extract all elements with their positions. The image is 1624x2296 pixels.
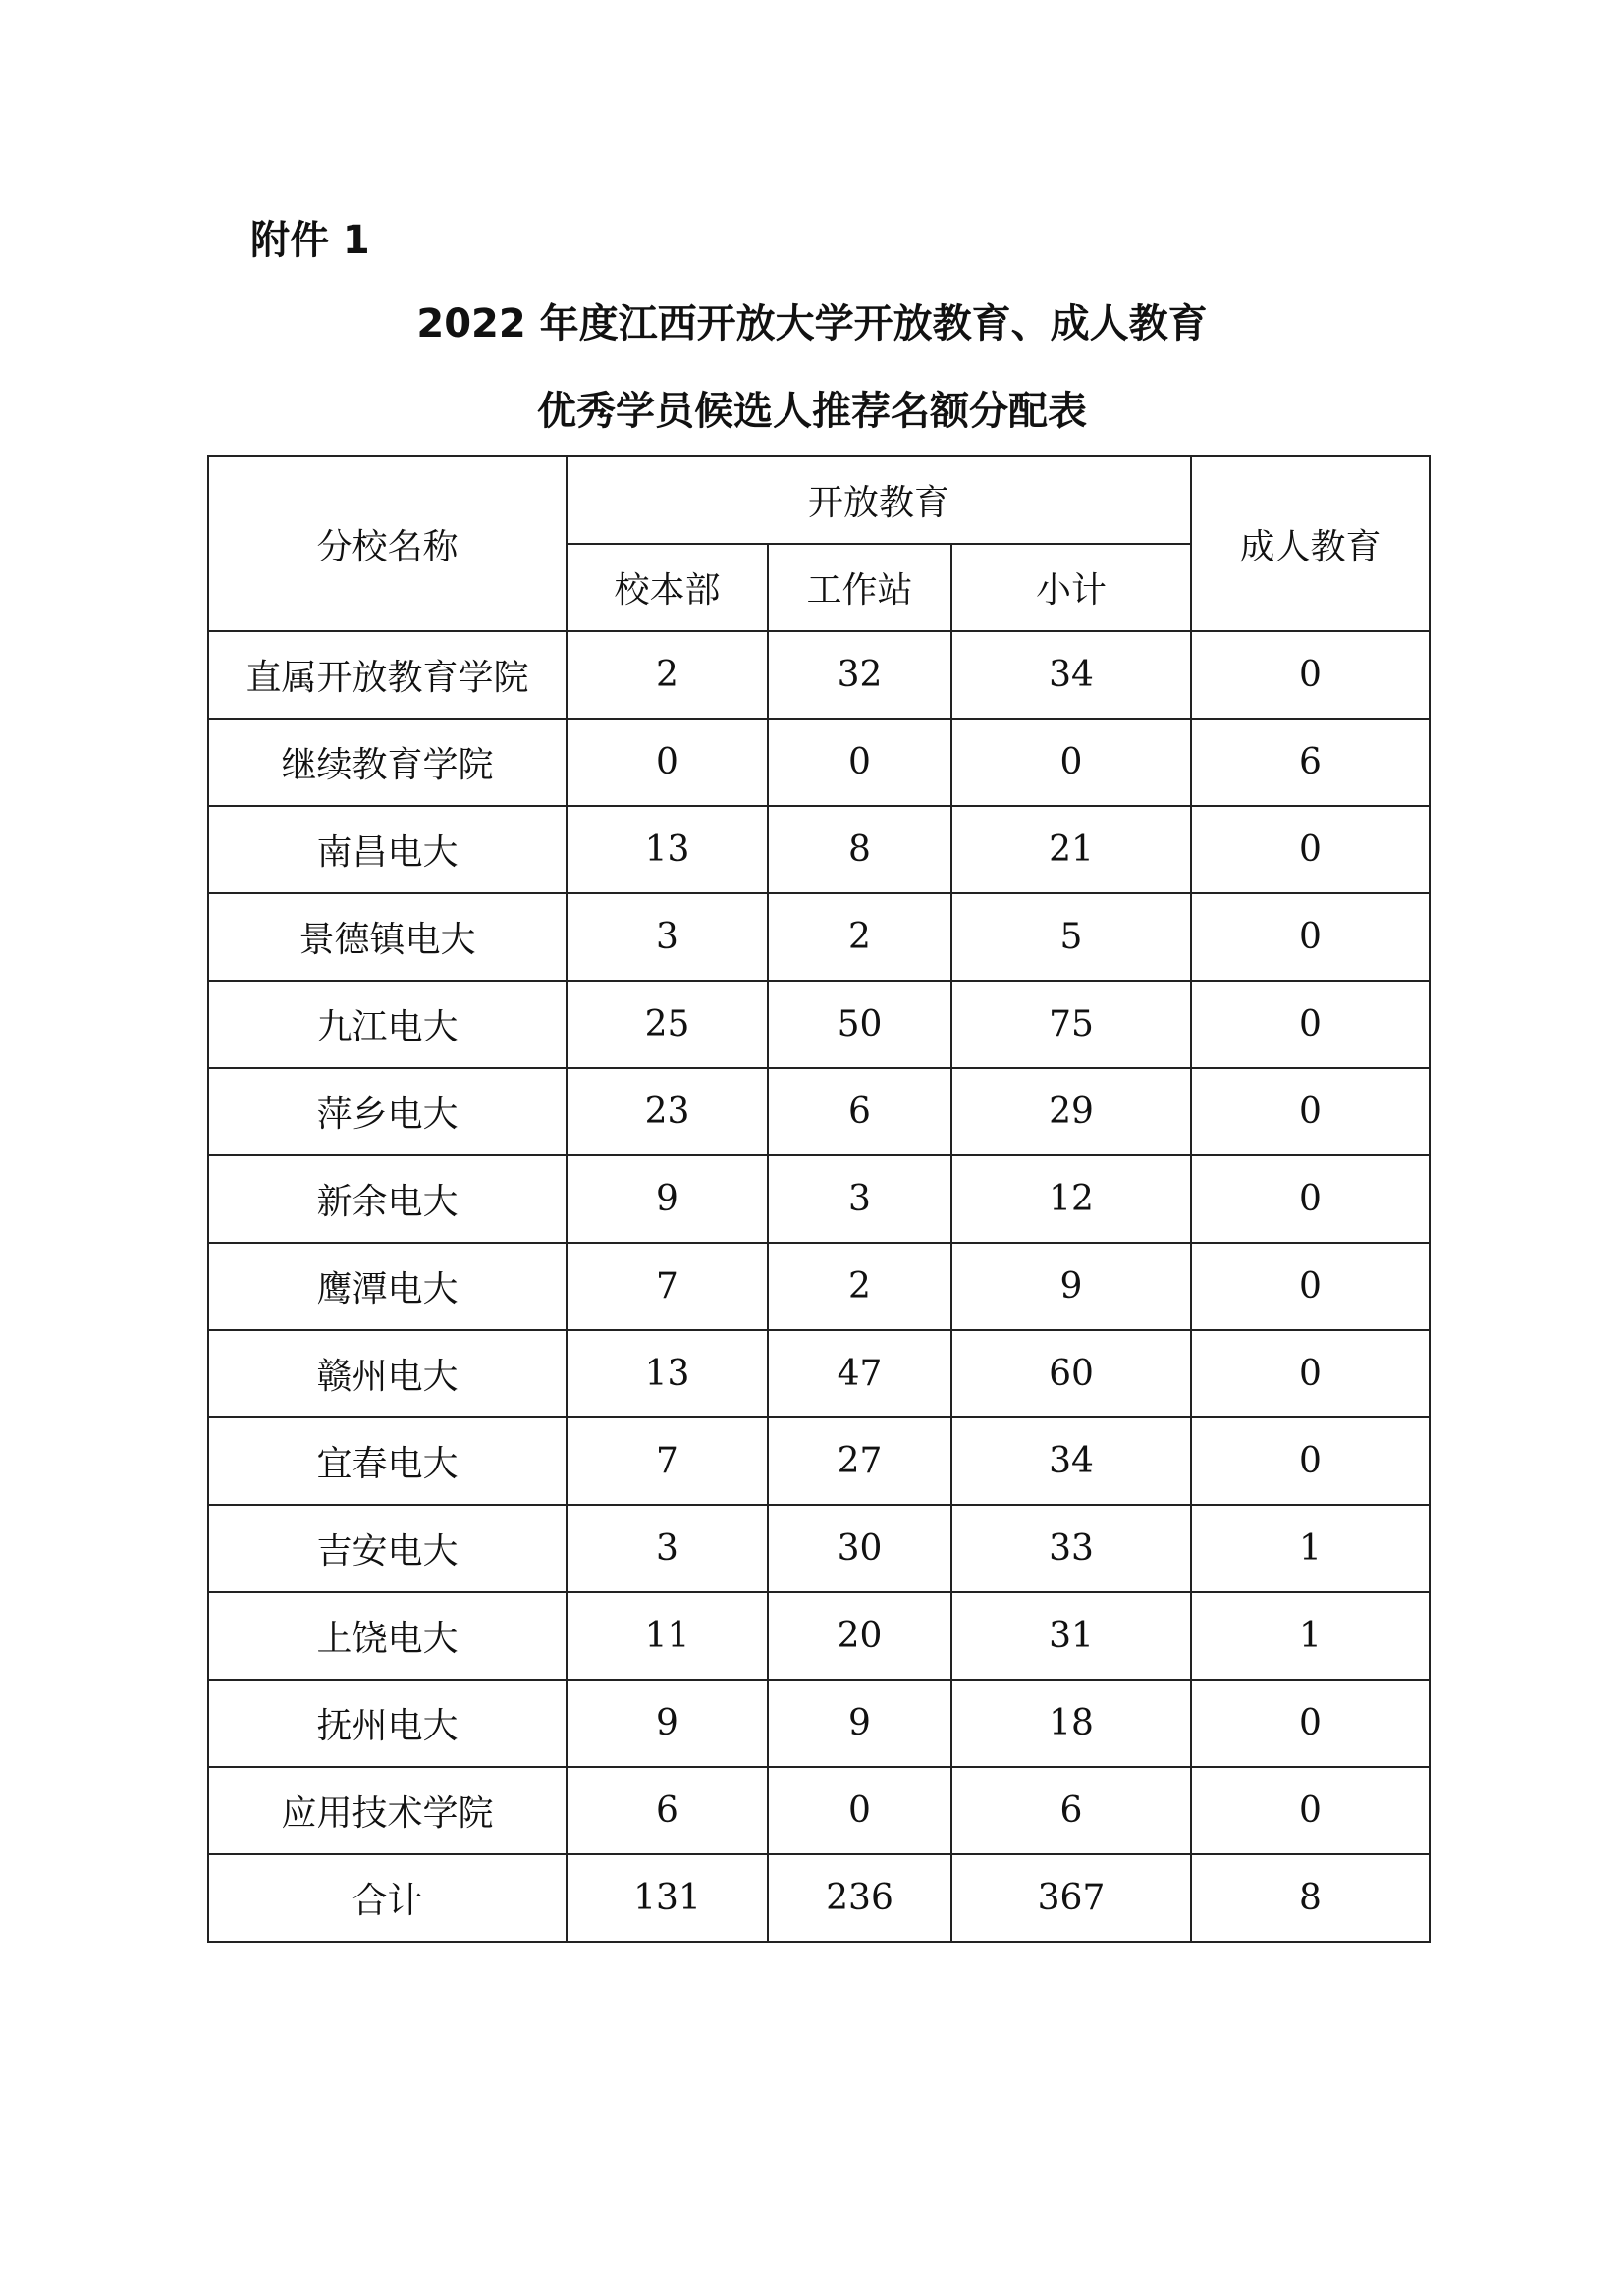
cell-adult-education: 1 bbox=[1191, 1505, 1430, 1592]
cell-subtotal: 6 bbox=[951, 1767, 1191, 1854]
cell-main-campus: 0 bbox=[567, 719, 768, 806]
cell-branch-name: 鹰潭电大 bbox=[208, 1243, 567, 1330]
cell-workstation: 30 bbox=[768, 1505, 951, 1592]
cell-main-campus: 3 bbox=[567, 1505, 768, 1592]
cell-branch-name: 宜春电大 bbox=[208, 1417, 567, 1505]
cell-branch-name: 九江电大 bbox=[208, 981, 567, 1068]
cell-workstation: 3 bbox=[768, 1155, 951, 1243]
cell-workstation: 32 bbox=[768, 631, 951, 719]
cell-branch-name: 新余电大 bbox=[208, 1155, 567, 1243]
table-row bbox=[208, 1680, 1430, 1767]
cell-adult-education: 0 bbox=[1191, 1417, 1430, 1505]
cell-adult-education: 0 bbox=[1191, 1680, 1430, 1767]
cell-adult-education: 6 bbox=[1191, 719, 1430, 806]
cell-main-campus: 25 bbox=[567, 981, 768, 1068]
cell-total-label: 合计 bbox=[208, 1854, 567, 1942]
cell-main-campus: 13 bbox=[567, 806, 768, 893]
cell-main-campus: 11 bbox=[567, 1592, 768, 1680]
cell-workstation: 8 bbox=[768, 806, 951, 893]
cell-workstation: 0 bbox=[768, 1767, 951, 1854]
header-main-campus: 校本部 bbox=[567, 544, 768, 631]
cell-total-workstation: 236 bbox=[768, 1854, 951, 1942]
table-row bbox=[208, 893, 1430, 981]
cell-subtotal: 60 bbox=[951, 1330, 1191, 1417]
table-row bbox=[208, 1505, 1430, 1592]
cell-main-campus: 2 bbox=[567, 631, 768, 719]
cell-total-main-campus: 131 bbox=[567, 1854, 768, 1942]
cell-branch-name: 继续教育学院 bbox=[208, 719, 567, 806]
table-row bbox=[208, 1330, 1430, 1417]
cell-workstation: 0 bbox=[768, 719, 951, 806]
document-title-line-2: 优秀学员候选人推荐名额分配表 bbox=[537, 389, 1087, 434]
cell-workstation: 27 bbox=[768, 1417, 951, 1505]
cell-adult-education: 0 bbox=[1191, 1767, 1430, 1854]
cell-workstation: 2 bbox=[768, 893, 951, 981]
cell-adult-education: 0 bbox=[1191, 1068, 1430, 1155]
cell-subtotal: 0 bbox=[951, 719, 1191, 806]
cell-adult-education: 0 bbox=[1191, 893, 1430, 981]
cell-branch-name: 吉安电大 bbox=[208, 1505, 567, 1592]
document-title-line-1: 2022 年度江西开放大学开放教育、成人教育 bbox=[416, 301, 1208, 347]
table-total-row bbox=[208, 1854, 1430, 1942]
cell-main-campus: 7 bbox=[567, 1417, 768, 1505]
cell-workstation: 9 bbox=[768, 1680, 951, 1767]
cell-adult-education: 1 bbox=[1191, 1592, 1430, 1680]
cell-adult-education: 0 bbox=[1191, 1330, 1430, 1417]
cell-total-adult-education: 8 bbox=[1191, 1854, 1430, 1942]
cell-branch-name: 萍乡电大 bbox=[208, 1068, 567, 1155]
table-row bbox=[208, 1767, 1430, 1854]
attachment-label: 附件 1 bbox=[250, 218, 370, 263]
cell-subtotal: 75 bbox=[951, 981, 1191, 1068]
cell-subtotal: 31 bbox=[951, 1592, 1191, 1680]
table-row bbox=[208, 1243, 1430, 1330]
cell-workstation: 47 bbox=[768, 1330, 951, 1417]
table-row bbox=[208, 1068, 1430, 1155]
cell-main-campus: 9 bbox=[567, 1155, 768, 1243]
cell-adult-education: 0 bbox=[1191, 806, 1430, 893]
cell-branch-name: 抚州电大 bbox=[208, 1680, 567, 1767]
header-adult-education: 成人教育 bbox=[1191, 456, 1430, 631]
table-row bbox=[208, 719, 1430, 806]
cell-branch-name: 南昌电大 bbox=[208, 806, 567, 893]
cell-branch-name: 景德镇电大 bbox=[208, 893, 567, 981]
cell-subtotal: 34 bbox=[951, 631, 1191, 719]
cell-main-campus: 9 bbox=[567, 1680, 768, 1767]
header-workstation: 工作站 bbox=[768, 544, 951, 631]
cell-subtotal: 9 bbox=[951, 1243, 1191, 1330]
cell-subtotal: 34 bbox=[951, 1417, 1191, 1505]
cell-subtotal: 33 bbox=[951, 1505, 1191, 1592]
cell-main-campus: 13 bbox=[567, 1330, 768, 1417]
cell-main-campus: 23 bbox=[567, 1068, 768, 1155]
table-header bbox=[208, 456, 1430, 631]
cell-adult-education: 0 bbox=[1191, 1155, 1430, 1243]
cell-subtotal: 12 bbox=[951, 1155, 1191, 1243]
header-open-education: 开放教育 bbox=[567, 456, 1191, 544]
cell-branch-name: 上饶电大 bbox=[208, 1592, 567, 1680]
cell-main-campus: 6 bbox=[567, 1767, 768, 1854]
quota-allocation-table bbox=[207, 455, 1431, 1943]
cell-workstation: 6 bbox=[768, 1068, 951, 1155]
table-row bbox=[208, 981, 1430, 1068]
table-row bbox=[208, 1592, 1430, 1680]
cell-workstation: 2 bbox=[768, 1243, 951, 1330]
cell-subtotal: 21 bbox=[951, 806, 1191, 893]
header-subtotal: 小计 bbox=[951, 544, 1191, 631]
cell-main-campus: 7 bbox=[567, 1243, 768, 1330]
table-row bbox=[208, 806, 1430, 893]
cell-adult-education: 0 bbox=[1191, 1243, 1430, 1330]
cell-subtotal: 29 bbox=[951, 1068, 1191, 1155]
cell-subtotal: 18 bbox=[951, 1680, 1191, 1767]
table-row bbox=[208, 631, 1430, 719]
header-branch-name: 分校名称 bbox=[208, 456, 567, 631]
cell-branch-name: 应用技术学院 bbox=[208, 1767, 567, 1854]
cell-subtotal: 5 bbox=[951, 893, 1191, 981]
table-row bbox=[208, 1417, 1430, 1505]
cell-branch-name: 赣州电大 bbox=[208, 1330, 567, 1417]
cell-total-subtotal: 367 bbox=[951, 1854, 1191, 1942]
table-body bbox=[208, 631, 1430, 1942]
cell-workstation: 50 bbox=[768, 981, 951, 1068]
table-row bbox=[208, 1155, 1430, 1243]
cell-workstation: 20 bbox=[768, 1592, 951, 1680]
cell-main-campus: 3 bbox=[567, 893, 768, 981]
cell-adult-education: 0 bbox=[1191, 981, 1430, 1068]
cell-branch-name: 直属开放教育学院 bbox=[208, 631, 567, 719]
cell-adult-education: 0 bbox=[1191, 631, 1430, 719]
